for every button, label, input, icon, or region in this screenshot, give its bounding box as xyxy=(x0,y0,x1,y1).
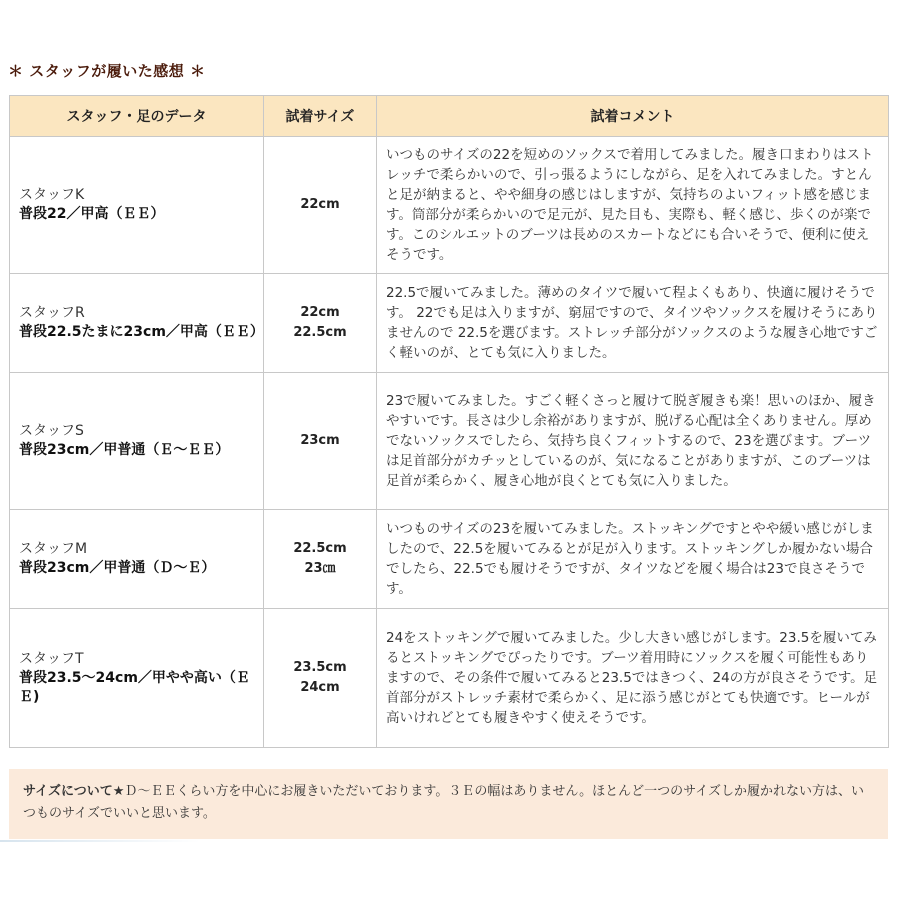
header-staff-data: スタッフ・足のデータ xyxy=(10,96,264,137)
table-row xyxy=(10,274,889,373)
comment-cell: 23で履いてみました。すごく軽くさっと履けて脱ぎ履きも楽！思いのほか、履きやすいです。長さは少し余裕がありますが、脱げる心配は全くありません。厚めでないソックスでしたら、気持ち良くフィットするので、23を選びます。ブーツは足首部分がカチッとしているのが、気になることがありますが、このブーツは足首が柔らかく、履き心地が良くとても気に入りました。 xyxy=(377,373,889,510)
table-row xyxy=(10,609,889,748)
try-size: 23㎝ xyxy=(304,561,336,576)
header-try-size: 試着サイズ xyxy=(264,96,377,137)
try-size: 24cm xyxy=(300,680,340,695)
staff-foot-data: 普段22.5たまに23cm／甲高（ＥＥ） xyxy=(19,324,264,340)
staff-name: スタッフK xyxy=(19,187,85,203)
size-note-text: Ｄ～ＥＥくらい方を中心にお履きいただいております。３Ｅの幅はありません。ほとんど一つのサイズしか履かれない方は、いつものサイズでいいと思います。 xyxy=(23,784,865,821)
size-cell xyxy=(264,274,377,373)
comment-cell: 24をストッキングで履いてみました。少し大きい感じがします。23.5を履いてみるとストッキングでぴったりです。ブーツ着用時にソックスを履く可能性もありますので、その条件で履いてみると23.5ではきつく、24の方が良さそうです。足首部分がストレッチ素材で柔らかく、足に添う感じがとても快適です。ヒールが高いけれどとても履きやすく使えそうです。 xyxy=(377,609,889,748)
comment-cell: 22.5で履いてみました。薄めのタイツで履いて程よくもあり、快適に履けそうです。 22でも足は入りますが、窮屈ですので、タイツやソックスを履けそうにありませんので 22.5を選びます。ストレッチ部分がソックスのような履き心地ですごく軽いのが、とても気に入りました。 xyxy=(377,274,889,373)
staff-cell xyxy=(10,510,264,609)
try-size: 22.5cm xyxy=(293,325,347,340)
table-header-row xyxy=(10,96,889,137)
size-note-heading: サイズについて★ xyxy=(23,784,125,799)
staff-cell xyxy=(10,373,264,510)
divider xyxy=(0,840,200,842)
staff-cell xyxy=(10,274,264,373)
try-size: 23cm xyxy=(300,433,340,448)
staff-review-table xyxy=(9,95,889,748)
header-try-comment: 試着コメント xyxy=(377,96,889,137)
staff-cell xyxy=(10,137,264,274)
staff-foot-data: 普段23cm／甲普通（Ｅ～ＥＥ） xyxy=(19,442,230,458)
staff-name: スタッフS xyxy=(19,423,84,439)
size-cell xyxy=(264,609,377,748)
page-title: ＊ スタッフが履いた感想 ＊ xyxy=(8,62,206,80)
staff-name: スタッフM xyxy=(19,541,88,557)
try-size: 22cm xyxy=(300,305,340,320)
try-size: 22cm xyxy=(300,197,340,212)
table-row xyxy=(10,137,889,274)
staff-foot-data: 普段22／甲高（ＥＥ） xyxy=(19,206,165,222)
size-cell xyxy=(264,510,377,609)
staff-foot-data: 普段23.5～24cm／甲やや高い（ＥＥ) xyxy=(19,669,250,705)
staff-foot-data: 普段23cm／甲普通（Ｄ～Ｅ） xyxy=(19,560,216,576)
table-row xyxy=(10,373,889,510)
staff-cell xyxy=(10,609,264,748)
comment-cell: いつものサイズの22を短めのソックスで着用してみました。履き口まわりはストレッチで柔らかいので、引っ張るようにしながら、足を入れてみました。すとんと足が納まると、やや細身の感じはしますが、気持ちのよいフィット感を感じます。筒部分が柔らかいので足元が、見た目も、実際も、軽く感じ、歩くのが楽です。このシルエットのブーツは長めのスカートなどにも合いそうで、便利に使えそうです。 xyxy=(377,137,889,274)
comment-cell: いつものサイズの23を履いてみました。ストッキングですとやや緩い感じがしましたので、22.5を履いてみるとが足が入ります。ストッキングしか履かない場合でしたら、22.5でも履けそうですが、タイツなどを履く場合は23で良さそうです。 xyxy=(377,510,889,609)
try-size: 23.5cm xyxy=(293,660,347,675)
try-size: 22.5cm xyxy=(293,541,347,556)
staff-name: スタッフT xyxy=(19,650,84,667)
size-note xyxy=(9,769,888,839)
table-row xyxy=(10,510,889,609)
size-cell xyxy=(264,373,377,510)
staff-name: スタッフR xyxy=(19,305,85,321)
size-cell xyxy=(264,137,377,274)
